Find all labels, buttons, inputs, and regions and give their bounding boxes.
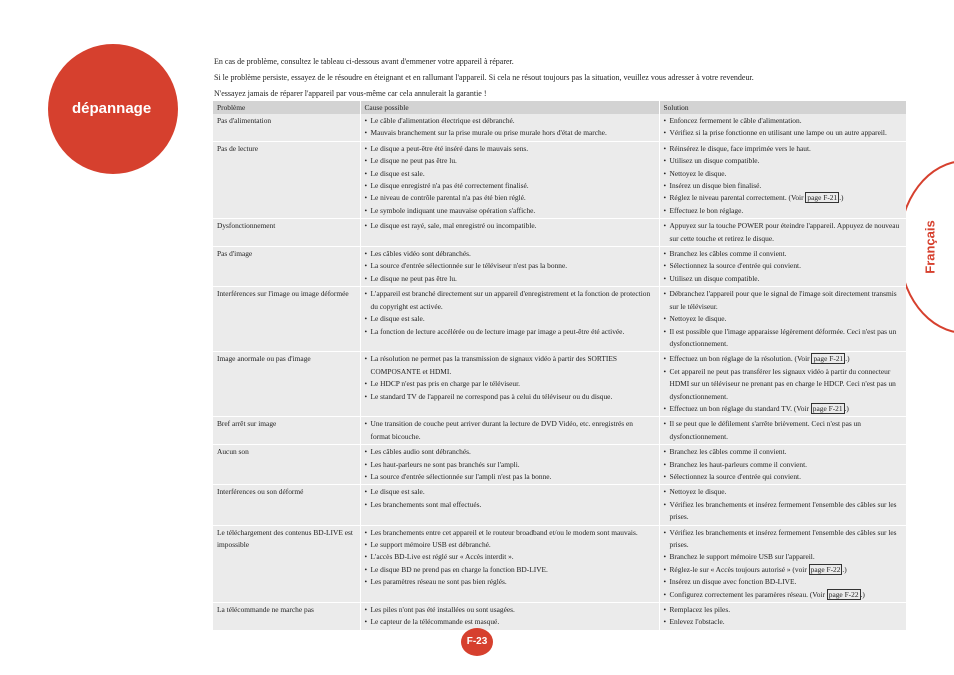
solution-list (664, 418, 903, 443)
solution-list (664, 527, 903, 601)
solution-item (664, 403, 903, 415)
cause-cell (360, 352, 659, 417)
table-header-row (213, 101, 906, 114)
cause-item: • Le support mémoire USB est débranché. (365, 539, 655, 551)
cause-item: • Le disque a peut-être été inséré dans le mauvais sens. (365, 143, 655, 155)
cause-cell (360, 287, 659, 352)
solution-text: Sélectionnez la source d'entrée qui convient. (669, 471, 801, 481)
cause-item: • Le disque est sale. (365, 168, 655, 180)
solution-text: Débranchez l'appareil pour que le signal de l'image soit directement transmis sur le téléviseur. (669, 289, 897, 311)
solution-text: Enfoncez fermement le câble d'alimentation. (669, 116, 802, 125)
solution-text: Branchez le support mémoire USB sur l'appareil. (669, 552, 815, 562)
cause-item: • Le disque BD ne prend pas en charge la fonction BD-LIVE. (365, 564, 655, 576)
cause-item: • Le câble d'alimentation électrique est débranché. (365, 115, 655, 127)
troubleshooting-table (213, 101, 906, 630)
solution-item (664, 604, 903, 616)
table-row (213, 525, 906, 602)
solution-text: Remplacez les piles. (669, 605, 731, 615)
solution-item (664, 168, 903, 180)
solution-text: Réglez le niveau parental correctement. (Voir (669, 193, 806, 203)
problem-cell: Pas d'alimentation (217, 116, 272, 125)
solution-cell (659, 445, 906, 485)
solution-text: Utilisez un disque compatible. (669, 156, 760, 166)
solution-item (664, 459, 903, 471)
solution-text: Effectuez un bon réglage du standard TV. (Voir (669, 403, 811, 413)
cause-list (365, 418, 655, 443)
solution-item (664, 576, 903, 588)
solution-item (664, 155, 903, 167)
solution-item (664, 589, 903, 601)
solution-item (664, 527, 903, 552)
column-header-solution: Solution (659, 101, 906, 114)
cause-cell (360, 485, 659, 525)
solution-text: Nettoyez le disque. (669, 487, 727, 497)
cause-cell (360, 219, 659, 247)
solution-list (664, 288, 903, 350)
solution-text-end: .) (844, 403, 849, 413)
solution-item (664, 486, 903, 498)
cause-item: • Les branchements entre cet appareil et le routeur broadband et/ou le modem sont mauvais. (365, 527, 655, 539)
solution-cell (659, 525, 906, 602)
cause-item: • Les câbles vidéo sont débranchés. (365, 248, 655, 260)
problem-cell: La télécommande ne marche pas (213, 603, 360, 630)
solution-text: Vérifiez les branchements et insérez fermement l'ensemble des câbles sur les prises. (669, 499, 897, 522)
problem-cell: Pas d'image (213, 247, 360, 287)
cause-list (365, 143, 655, 217)
cause-item: • Le disque est sale. (365, 313, 655, 325)
solution-text-end: .) (839, 193, 844, 203)
cause-item: • Une transition de couche peut arriver durant la lecture de DVD Vidéo, etc. enregistrés en format bicouche. (365, 418, 655, 443)
intro-paragraph: N'essayez jamais de réparer l'appareil par vous-même car cela annulerait la garantie ! (214, 89, 487, 98)
table-row (213, 247, 906, 287)
solution-list (664, 353, 903, 415)
solution-item (664, 180, 903, 192)
cause-cell (360, 141, 659, 218)
cause-item: • La fonction de lecture accélérée ou de lecture image par image a peut-être été activée. (365, 326, 655, 338)
table-row (213, 485, 906, 525)
solution-item (664, 205, 903, 217)
table-row (213, 352, 906, 417)
problem-cell: Dysfonctionnement (213, 219, 360, 247)
cause-item: • La source d'entrée sélectionnée sur l'ampli n'est pas la bonne. (365, 471, 655, 483)
solution-item (664, 273, 903, 285)
solution-text: Sélectionnez la source d'entrée qui convient. (669, 261, 801, 271)
cause-item: • Le capteur de la télécommande est masqué. (365, 616, 655, 628)
solution-cell (659, 485, 906, 525)
solution-text: Enlevez l'obstacle. (669, 617, 725, 627)
solution-text: Il se peut que le défilement s'arrête brièvement. Ceci n'est pas un dysfonctionnement. (669, 419, 861, 441)
solution-item (664, 564, 903, 576)
solution-text: Insérez un disque bien finalisé. (669, 181, 762, 191)
solution-text: Réglez-le sur « Accès toujours autorisé » (voir (669, 564, 809, 574)
solution-item (664, 192, 903, 204)
cause-list (365, 604, 655, 629)
problem-cell: Interférences ou son déformé (213, 485, 360, 525)
page-reference-link[interactable]: page F-21 (812, 403, 843, 413)
solution-item (664, 127, 903, 139)
cause-item: • L'accès BD-Live est réglé sur « Accès interdit ». (365, 551, 655, 563)
solution-list (664, 220, 903, 245)
table-row (213, 445, 906, 485)
cause-cell (360, 603, 659, 630)
solution-text: Il est possible que l'image apparaisse légèrement déformée. Ceci n'est pas un dysfonctionnement. (669, 326, 897, 348)
solution-list (664, 115, 903, 140)
solution-text: Vérifiez si la prise fonctionne en utilisant une lampe ou un autre appareil. (669, 128, 887, 138)
table-row (213, 141, 906, 218)
solution-text: Effectuez le bon réglage. (669, 205, 744, 215)
solution-text-end: .) (860, 589, 865, 599)
solution-text: Effectuez un bon réglage de la résolution. (Voir (669, 354, 812, 364)
table-row (213, 219, 906, 247)
solution-item (664, 499, 903, 524)
cause-item: • Le disque enregistré n'a pas été correctement finalisé. (365, 180, 655, 192)
solution-cell (659, 247, 906, 287)
problem-cell: Pas de lecture (213, 141, 360, 218)
solution-list (664, 143, 903, 217)
page-number-badge: F-23 (461, 628, 493, 656)
table-row (213, 114, 906, 141)
solution-item (664, 551, 903, 563)
solution-text-end: .) (842, 564, 847, 574)
solution-text: Vérifiez les branchements et insérez fermement l'ensemble des câbles sur les prises. (669, 527, 897, 549)
intro-text (214, 54, 894, 102)
solution-item (664, 260, 903, 272)
problem-cell: Le téléchargement des contenus BD-LIVE est impossible (213, 525, 360, 602)
problem-cell: Interférences sur l'image ou image déformée (213, 287, 360, 352)
table-row (213, 417, 906, 445)
cause-cell (360, 445, 659, 485)
solution-cell (659, 141, 906, 218)
cause-cell (360, 417, 659, 445)
page-reference-link[interactable]: page F-21 (813, 354, 844, 364)
solution-item (664, 220, 903, 245)
solution-text: Utilisez un disque compatible. (669, 273, 760, 283)
solution-item (664, 143, 903, 155)
cause-list (365, 353, 655, 403)
solution-item (664, 366, 903, 403)
cause-item: • Le niveau de contrôle parental n'a pas été bien réglé. (365, 192, 655, 204)
cause-cell (360, 247, 659, 287)
cause-list (365, 527, 655, 589)
cause-item: • Mauvais branchement sur la prise murale ou prise murale hors d'état de marche. (365, 127, 655, 139)
cause-item: • Les haut-parleurs ne sont pas branchés sur l'ampli. (365, 459, 655, 471)
solution-cell (659, 603, 906, 630)
cause-list (365, 220, 655, 232)
page-reference-link[interactable]: page F-21 (807, 193, 838, 203)
solution-text: Insérez un disque avec fonction BD-LIVE. (669, 577, 797, 587)
solution-text: Branchez les câbles comme il convient. (669, 447, 787, 457)
solution-cell (659, 219, 906, 247)
solution-item (664, 248, 903, 260)
cause-item: • Le standard TV de l'appareil ne correspond pas à celui du téléviseur ou du disque. (365, 391, 655, 403)
solution-item (664, 115, 903, 127)
problem-cell: Image anormale ou pas d'image (213, 352, 360, 417)
intro-paragraph: Si le problème persiste, essayez de le résoudre en éteignant et en rallumant l'appareil. Si cela ne résout toujours pas la situation, veuillez vous adresser à votre revendeur. (214, 73, 754, 82)
cause-item: • Les branchements sont mal effectués. (365, 499, 655, 511)
solution-text: Appuyez sur la touche POWER pour éteindre l'appareil. Appuyez de nouveau sur cette touche et retirez le disque. (669, 221, 900, 243)
cause-list (365, 486, 655, 511)
solution-item (664, 353, 903, 365)
cause-cell (360, 114, 659, 141)
cause-item: • Le symbole indiquant une mauvaise opération s'affiche. (365, 205, 655, 217)
cause-item: • Le disque ne peut pas être lu. (365, 155, 655, 167)
solution-list (664, 248, 903, 285)
solution-item (664, 616, 903, 628)
solution-text-end: .) (845, 354, 850, 364)
solution-list (664, 486, 903, 523)
cause-item: • L'appareil est branché directement sur un appareil d'enregistrement et la fonction de protection du copyright est activée. (365, 288, 655, 313)
cause-item: • Le HDCP n'est pas pris en charge par le téléviseur. (365, 378, 655, 390)
cause-item: • Les piles n'ont pas été installées ou sont usagées. (365, 604, 655, 616)
section-title: dépannage (72, 100, 152, 117)
column-header-cause: Cause possible (360, 101, 659, 114)
solution-text: Nettoyez le disque. (669, 168, 727, 178)
solution-item (664, 446, 903, 458)
solution-text: Branchez les haut-parleurs comme il convient. (669, 459, 807, 469)
intro-paragraph: En cas de problème, consultez le tableau ci-dessous avant d'emmener votre appareil à réparer. (214, 57, 514, 66)
problem-cell: Aucun son (213, 445, 360, 485)
solution-item (664, 418, 903, 443)
cause-item: • Les paramètres réseau ne sont pas bien réglés. (365, 576, 655, 588)
solution-item (664, 326, 903, 351)
cause-list (365, 115, 655, 140)
table-row (213, 287, 906, 352)
cause-list (365, 446, 655, 483)
solution-list (664, 446, 903, 483)
solution-text: Nettoyez le disque. (669, 314, 727, 324)
solution-cell (659, 352, 906, 417)
page-reference-link[interactable]: page F-22 (810, 564, 841, 574)
cause-item: • Le disque est rayé, sale, mal enregistré ou incompatible. (365, 220, 655, 232)
solution-text: Cet appareil ne peut pas transférer les signaux vidéo à partir du connecteur HDMI sur un téléviseur ne prenant pas en charge le HDCP. Ceci n'est pas un dysfonctionnement. (669, 366, 896, 401)
cause-item: • La résolution ne permet pas la transmission de signaux vidéo à partir des SORTIES COMPOSANTE et HDMI. (365, 353, 655, 378)
cause-item: • Les câbles audio sont débranchés. (365, 446, 655, 458)
column-header-problem: Problème (213, 101, 360, 114)
table-body (213, 114, 906, 630)
cause-item: • La source d'entrée sélectionnée sur le téléviseur n'est pas la bonne. (365, 260, 655, 272)
table-row (213, 603, 906, 630)
solution-cell (659, 114, 906, 141)
cause-list (365, 248, 655, 285)
solution-text: Configurez correctement les paramères réseau. (Voir (669, 589, 827, 599)
cause-list (365, 288, 655, 338)
page-reference-link[interactable]: page F-22 (828, 589, 859, 599)
cause-item: • Le disque est sale. (365, 486, 655, 498)
solution-item (664, 313, 903, 325)
problem-cell: Bref arrêt sur image (213, 417, 360, 445)
solution-cell (659, 417, 906, 445)
solution-item (664, 288, 903, 313)
solution-text: Branchez les câbles comme il convient. (669, 249, 787, 259)
solution-item (664, 471, 903, 483)
solution-text: Réinsérez le disque, face imprimée vers le haut. (669, 143, 811, 153)
solution-cell (659, 287, 906, 352)
cause-cell (360, 525, 659, 602)
language-label: Français (922, 220, 938, 274)
cause-item: • Le disque ne peut pas être lu. (365, 273, 655, 285)
solution-list (664, 604, 903, 629)
